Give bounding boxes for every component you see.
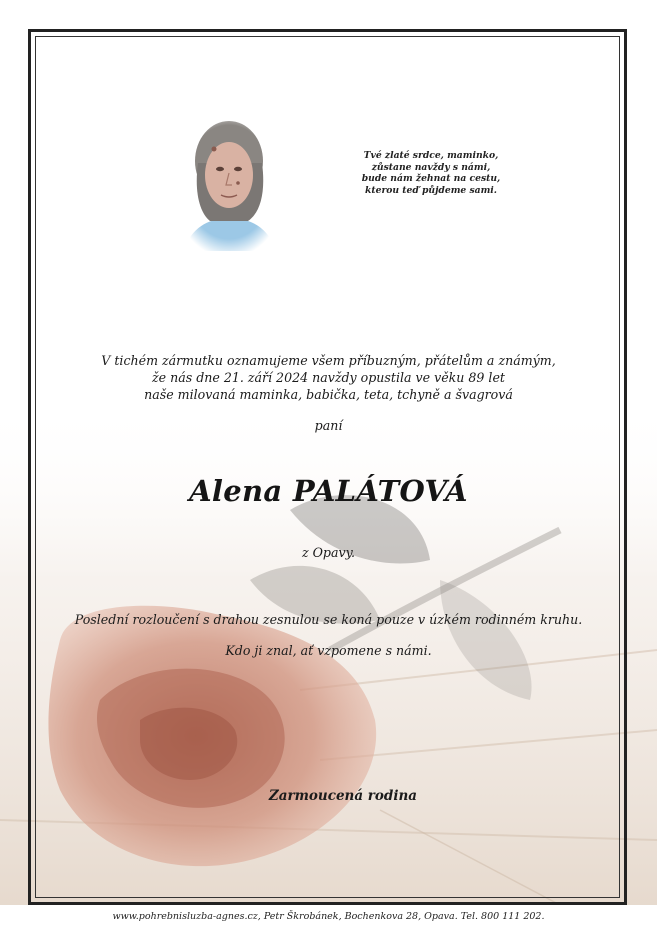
origin-text: z Opavy. <box>301 545 356 560</box>
announcement-line: naše milovaná maminka, babička, teta, tchyně a švagrová <box>144 387 513 402</box>
quote-line: Tvé zlaté srdce, maminko, <box>363 150 499 161</box>
deceased-name: Alena PALÁTOVÁ <box>189 474 468 508</box>
announcement-line: že nás dne 21. září 2024 navždy opustila ve věku 89 let <box>152 370 505 385</box>
remember-text: Kdo ji znal, ať vzpomene s námi. <box>225 643 432 658</box>
family-signature: Zarmoucená rodina <box>268 788 418 804</box>
farewell-text: Poslední rozloučení s drahou zesnulou se koná pouze v úzkém rodinném kruhu. <box>74 612 583 627</box>
announcement-text <box>80 352 577 403</box>
announcement-line: V tichém zármutku oznamujeme všem příbuzným, přátelům a známým, <box>101 353 556 368</box>
title-word: paní <box>314 418 343 433</box>
quote-line: zůstane navždy s námi, <box>371 161 491 173</box>
memorial-quote <box>350 150 512 196</box>
portrait-photo <box>176 113 282 251</box>
quote-line: kterou teď půjdeme sami. <box>364 184 497 196</box>
quote-line: bude nám žehnat na cestu, <box>361 173 501 184</box>
funeral-service-footer: www.pohrebnisluzba-agnes.cz, Petr Škrobánek, Bochenkova 28, Opava. Tel. 800 111 202. <box>112 911 545 922</box>
inner-border <box>35 36 620 898</box>
